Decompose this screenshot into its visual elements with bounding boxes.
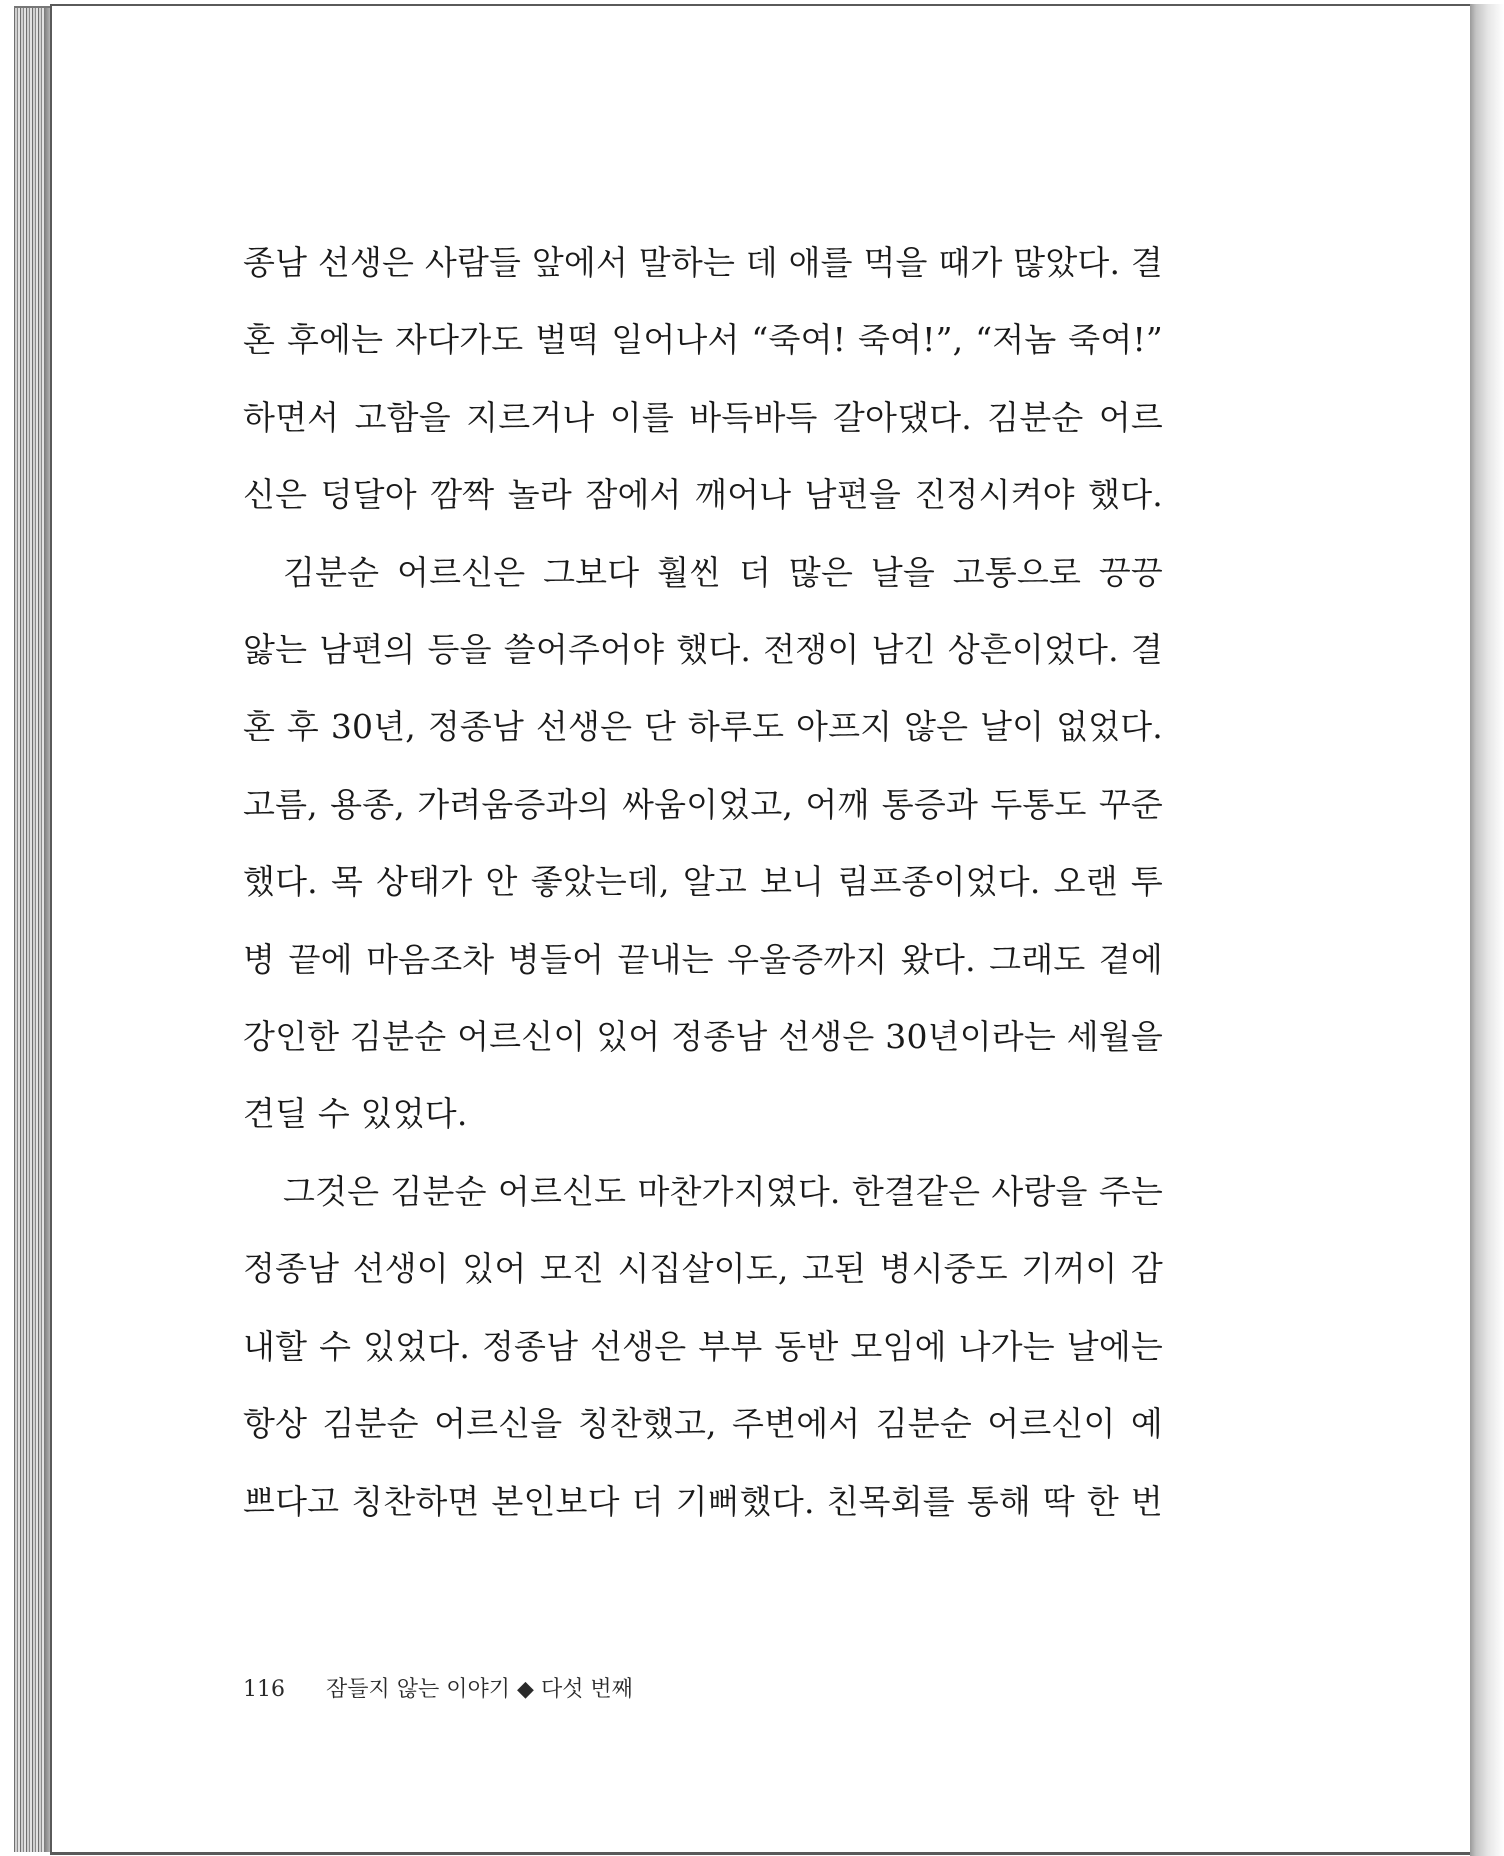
text-line: 그것은 김분순 어르신도 마찬가지였다. 한결같은 사랑을 주는 <box>283 1171 1163 1211</box>
text-line: 혼 후에는 자다가도 벌떡 일어나서 “죽여! 죽여!”, “저놈 죽여!” <box>243 320 1163 360</box>
book-title: 잠들지 않는 이야기 <box>326 1677 511 1702</box>
text-line: 병 끝에 마음조차 병들어 끝내는 우울증까지 왔다. 그래도 곁에 <box>243 939 1163 979</box>
text-line: 혼 후 30년, 정종남 선생은 단 하루도 아프지 않은 날이 없었다. <box>243 707 1163 747</box>
text-line: 항상 김분순 어르신을 칭찬했고, 주변에서 김분순 어르신이 예 <box>243 1404 1163 1444</box>
text-line: 강인한 김분순 어르신이 있어 정종남 선생은 30년이라는 세월을 <box>243 1017 1163 1057</box>
text-line: 신은 덩달아 깜짝 놀라 잠에서 깨어나 남편을 진정시켜야 했다. <box>243 475 1163 515</box>
page-fold-shadow <box>1470 4 1504 1856</box>
text-line: 앓는 남편의 등을 쓸어주어야 했다. 전쟁이 남긴 상흔이었다. 결 <box>243 630 1163 670</box>
text-line: 했다. 목 상태가 안 좋았는데, 알고 보니 림프종이었다. 오랜 투 <box>243 862 1163 902</box>
text-line: 고름, 용종, 가려움증과의 싸움이었고, 어깨 통증과 두통도 꾸준 <box>243 784 1163 824</box>
diamond-separator: ◆ <box>517 1677 534 1702</box>
text-line: 김분순 어르신은 그보다 훨씬 더 많은 날을 고통으로 끙끙 <box>283 552 1163 592</box>
text-line: 종남 선생은 사람들 앞에서 말하는 데 애를 먹을 때가 많았다. 결 <box>243 243 1163 282</box>
body-text <box>243 224 1163 1540</box>
page-footer <box>243 1672 633 1703</box>
page-number: 116 <box>243 1677 285 1702</box>
text-line: 정종남 선생이 있어 모진 시집살이도, 고된 병시중도 기꺼이 감 <box>243 1249 1163 1289</box>
volume-label: 다섯 번째 <box>540 1677 633 1702</box>
text-line: 하면서 고함을 지르거나 이를 바득바득 갈아댔다. 김분순 어르 <box>243 397 1163 437</box>
text-line: 내할 수 있었다. 정종남 선생은 부부 동반 모임에 나가는 날에는 <box>243 1326 1163 1366</box>
text-line: 쁘다고 칭찬하면 본인보다 더 기뻐했다. 친목회를 통해 딱 한 번 <box>243 1481 1163 1521</box>
text-line: 견딜 수 있었다. <box>243 1094 468 1134</box>
page-edges <box>14 6 54 1852</box>
